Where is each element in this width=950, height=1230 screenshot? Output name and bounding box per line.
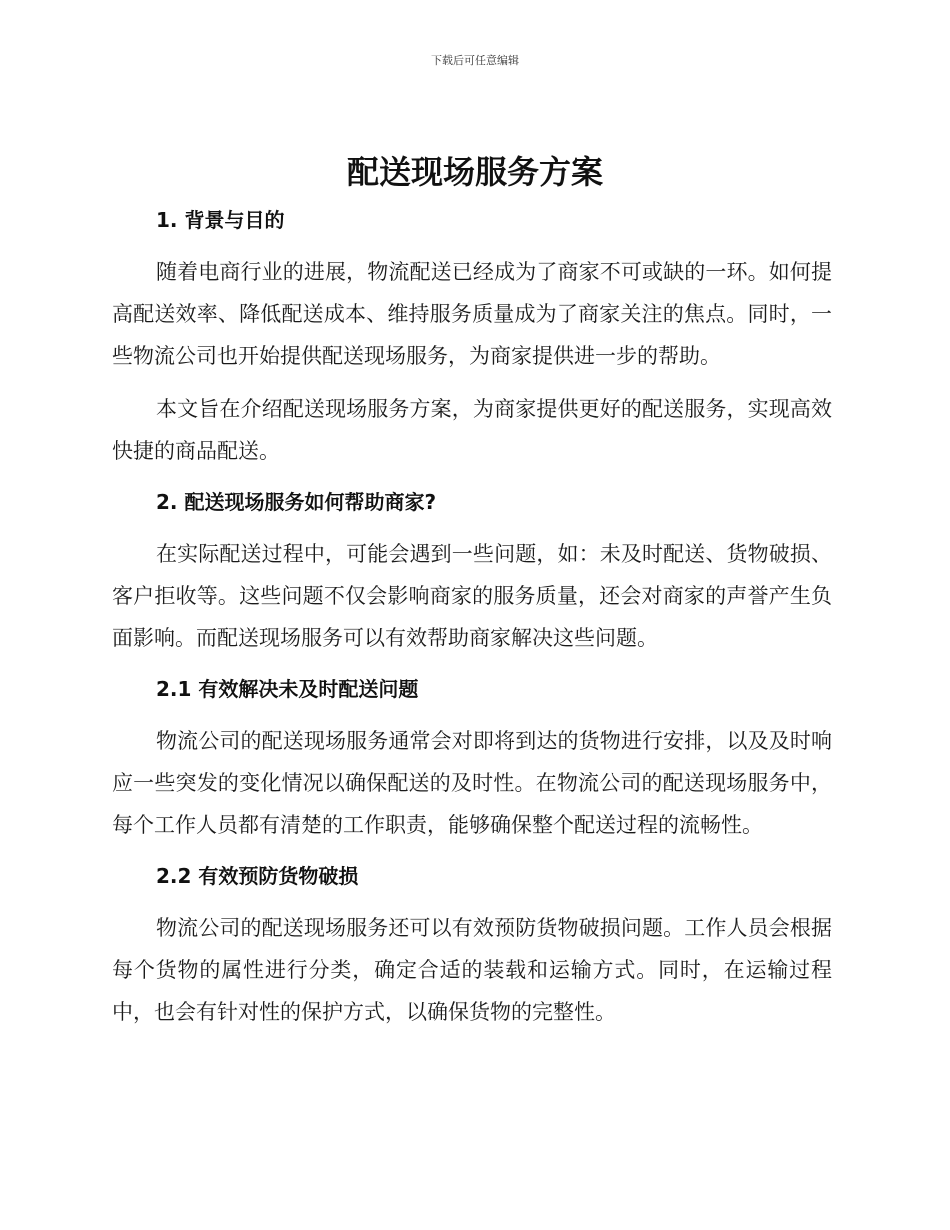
section-heading-timely-delivery: 2.1 有效解决未及时配送问题 [156, 677, 419, 701]
document-body [112, 201, 832, 1033]
paragraph-timely-delivery: 物流公司的配送现场服务通常会对即将到达的货物进行安排，以及及时响应一些突发的变化情况以确保配送的及时性。在物流公司的配送现场服务中，每个工作人员都有清楚的工作职责，能够确保整个配送过程的流畅性。 [112, 729, 832, 837]
paragraph-damage-prevention: 物流公司的配送现场服务还可以有效预防货物破损问题。工作人员会根据每个货物的属性进行分类，确定合适的装载和运输方式。同时，在运输过程中，也会有针对性的保护方式，以确保货物的完整性。 [112, 916, 832, 1024]
section-heading-how-it-helps: 2. 配送现场服务如何帮助商家? [156, 490, 437, 514]
document-title: 配送现场服务方案 [346, 153, 603, 191]
paragraph-background-2: 本文旨在介绍配送现场服务方案，为商家提供更好的配送服务，实现高效快捷的商品配送。 [112, 397, 832, 463]
page-header-note: 下载后可任意编辑 [431, 54, 519, 67]
section-heading-damage-prevention: 2.2 有效预防货物破损 [156, 864, 359, 888]
section-heading-background: 1. 背景与目的 [156, 208, 285, 232]
paragraph-background-1: 随着电商行业的进展，物流配送已经成为了商家不可或缺的一环。如何提高配送效率、降低配送成本、维持服务质量成为了商家关注的焦点。同时，一些物流公司也开始提供配送现场服务，为商家提供进一步的帮助。 [112, 260, 832, 368]
paragraph-how-it-helps: 在实际配送过程中，可能会遇到一些问题，如：未及时配送、货物破损、客户拒收等。这些问题不仅会影响商家的服务质量，还会对商家的声誉产生负面影响。而配送现场服务可以有效帮助商家解决这些问题。 [112, 542, 832, 650]
